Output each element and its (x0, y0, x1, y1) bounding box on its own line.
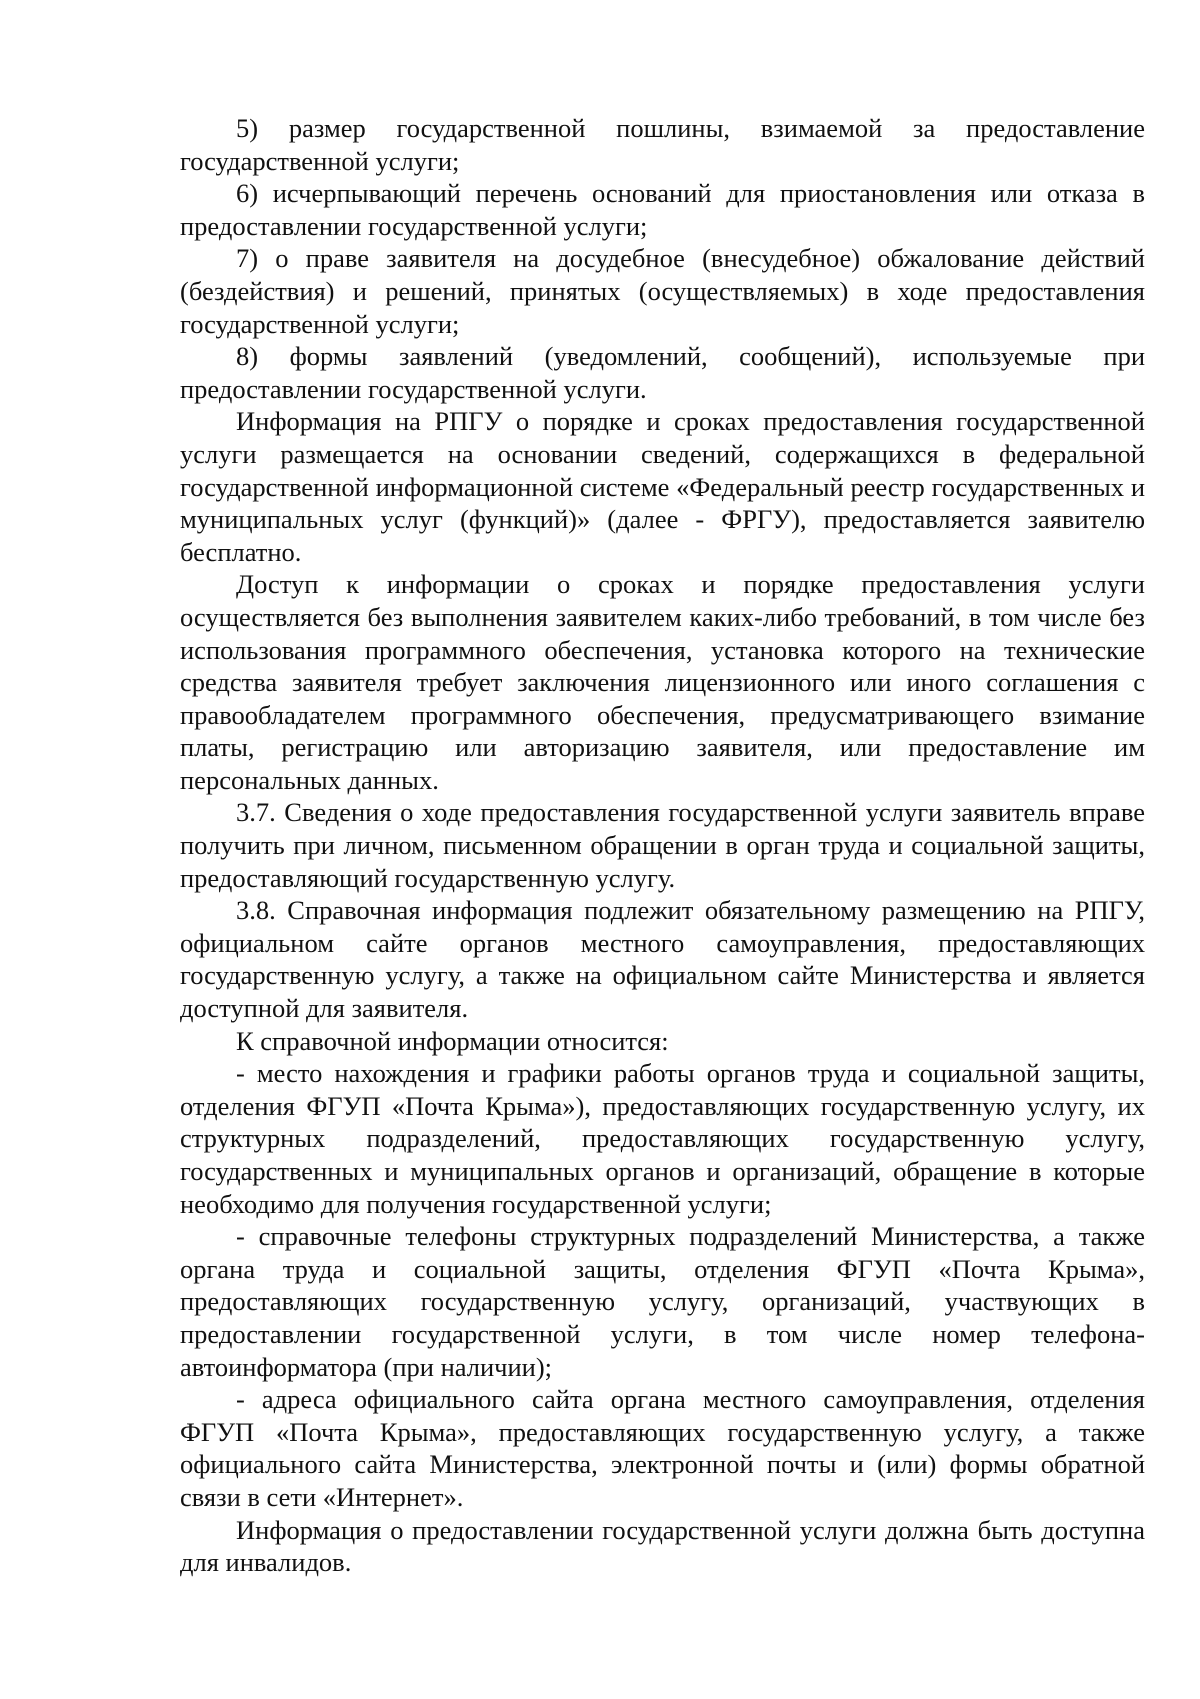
paragraph-bullet-phones: - справочные телефоны структурных подразделений Министерства, а также органа труда и социальной защиты, отделения ФГУП «Почта Крыма», предоставляющих государственную услугу, организаций, участвующих в предоставлении государственной услуги, в том числе номер телефона-автоинформатора (при наличии); (180, 1221, 1145, 1382)
paragraph-section-3-8: 3.8. Справочная информация подлежит обязательному размещению на РПГУ, официальном сайте органов местного самоуправления, предоставляющих государственную услугу, а также на официальном сайте Министерства и является доступной для заявителя. (180, 895, 1145, 1024)
paragraph-bullet-addresses: - адреса официального сайта органа местного самоуправления, отделения ФГУП «Почта Крыма», предоставляющих государственную услугу, а также официального сайта Министерства, электронной почты и (или) формы обратной связи в сети «Интернет». (180, 1384, 1145, 1512)
paragraph-accessibility: Информация о предоставлении государственной услуги должна быть доступна для инвалидов. (180, 1514, 1145, 1578)
paragraph-reference-intro: К справочной информации относится: (236, 1025, 669, 1056)
paragraph-item-6: 6) исчерпывающий перечень оснований для приостановления или отказа в предоставлении государственной услуги; (180, 178, 1145, 241)
paragraph-item-5: 5) размер государственной пошлины, взимаемой за предоставление государственной услуги; (180, 113, 1145, 176)
paragraph-access-info: Доступ к информации о сроках и порядке предоставления услуги осуществляется без выполнения заявителем каких-либо требований, в том числе без использования программного обеспечения, установка которого на технические средства заявителя требует заключения лицензионного или иного соглашения с правообладателем программного обеспечения, предусматривающего взимание платы, регистрацию или авторизацию заявителя, или предоставление им персональных данных. (180, 569, 1145, 795)
paragraph-section-3-7: 3.7. Сведения о ходе предоставления государственной услуги заявитель вправе получить при личном, письменном обращении в орган труда и социальной защиты, предоставляющий государственную услугу. (180, 797, 1145, 893)
paragraph-item-7: 7) о праве заявителя на досудебное (внесудебное) обжалование действий (бездействия) и решений, принятых (осуществляемых) в ходе предоставления государственной услуги; (180, 243, 1145, 339)
paragraph-item-8: 8) формы заявлений (уведомлений, сообщений), используемые при предоставлении государственной услуги. (180, 341, 1145, 404)
paragraph-bullet-locations: - место нахождения и графики работы органов труда и социальной защиты, отделения ФГУП «Почта Крыма»), предоставляющих государственную услугу, их структурных подразделений, предоставляющих государственную услугу, государственных и муниципальных органов и организаций, обращение в которые необходимо для получения государственной услуги; (180, 1058, 1145, 1219)
document-body (180, 112, 1145, 1579)
paragraph-rpgu-info: Информация на РПГУ о порядке и сроках предоставления государственной услуги размещается на основании сведений, содержащихся в федеральной государственной информационной системе «Федеральный реестр государственных и муниципальных услуг (функций)» (далее - ФРГУ), предоставляется заявителю бесплатно. (180, 406, 1145, 567)
